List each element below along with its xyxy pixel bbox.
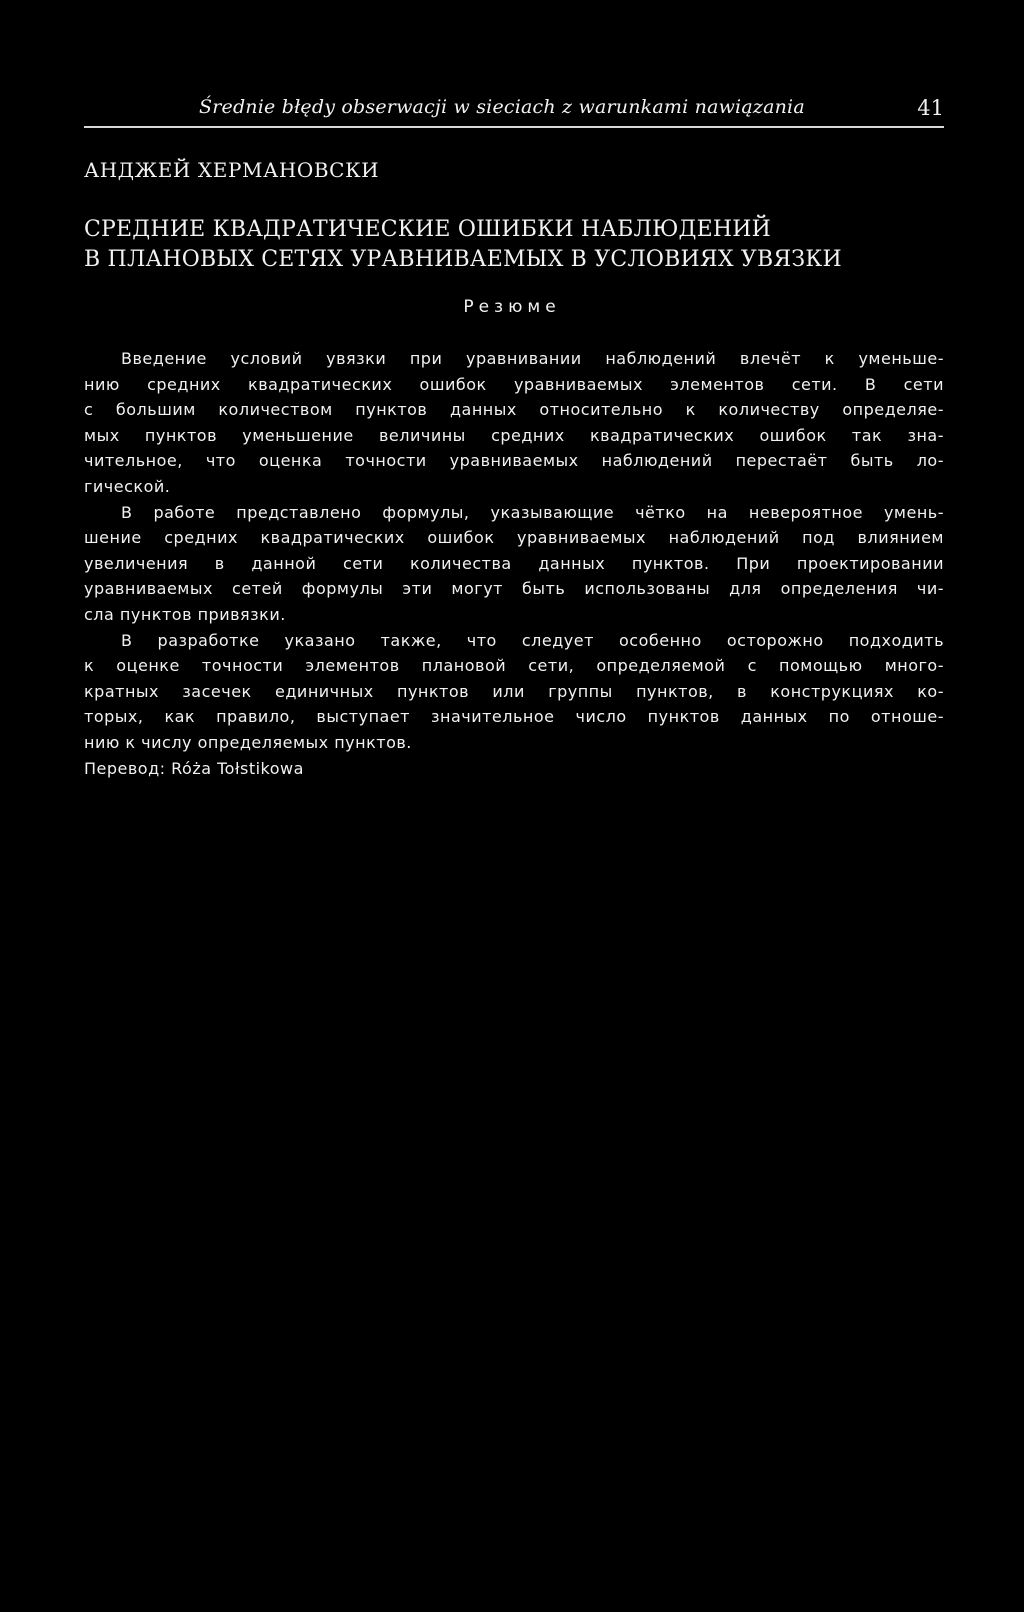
- text-line: нию к числу определяемых пунктов.: [84, 732, 412, 752]
- running-head-title: Średnie błędy obserwacji w sieciach z warunkami nawiązania: [199, 96, 805, 118]
- text-line: увеличения в данной сети количества данных пунктов. При проектировании: [84, 553, 944, 573]
- paragraph-2: [84, 500, 944, 628]
- paragraph-1: [84, 346, 944, 500]
- paragraph-3: [84, 628, 944, 756]
- text-line: шение средних квадратических ошибок уравниваемых наблюдений под влиянием: [84, 528, 944, 548]
- page-number: 41: [917, 96, 944, 120]
- title-line: СРЕДНИЕ КВАДРАТИЧЕСКИЕ ОШИБКИ НАБЛЮДЕНИЙ: [84, 217, 772, 242]
- title-line: В ПЛАНОВЫХ СЕТЯХ УРАВНИВАЕМЫХ В УСЛОВИЯХ УВЯЗКИ: [84, 247, 842, 272]
- translator-credit: Перевод: Róża Tołstikowa: [84, 758, 304, 778]
- text-line: к оценке точности элементов плановой сети, определяемой с помощью много-: [84, 656, 944, 676]
- text-line: уравниваемых сетей формулы эти могут быть использованы для определения чи-: [84, 579, 944, 599]
- text-line: мых пунктов уменьшение величины средних квадратических ошибок так зна-: [84, 425, 944, 445]
- resume-body: [84, 346, 944, 781]
- article-title: [84, 215, 944, 275]
- author-name: АНДЖЕЙ ХЕРМАНОВСКИ: [84, 158, 380, 182]
- text-line: нию средних квадратических ошибок уравниваемых элементов сети. В сети: [84, 374, 944, 394]
- running-head: [84, 96, 944, 130]
- text-line: В работе представлено формулы, указывающие чётко на невероятное умень-: [121, 502, 944, 522]
- text-line: сла пунктов привязки.: [84, 604, 286, 624]
- text-line: гической.: [84, 476, 171, 496]
- text-line: торых, как правило, выступает значительное число пунктов данных по отноше-: [84, 707, 944, 727]
- header-rule: [84, 126, 944, 128]
- text-line: чительное, что оценка точности уравниваемых наблюдений перестаёт быть ло-: [84, 451, 944, 471]
- text-line: В разработке указано также, что следует особенно осторожно подходить: [121, 630, 944, 650]
- text-line: кратных засечек единичных пунктов или группы пунктов, в конструкциях ко-: [84, 681, 944, 701]
- text-line: с большим количеством пунктов данных относительно к количеству определяе-: [84, 400, 944, 420]
- text-line: Введение условий увязки при уравнивании наблюдений влечёт к уменьше-: [121, 349, 944, 368]
- resume-heading: Резюме: [463, 297, 561, 317]
